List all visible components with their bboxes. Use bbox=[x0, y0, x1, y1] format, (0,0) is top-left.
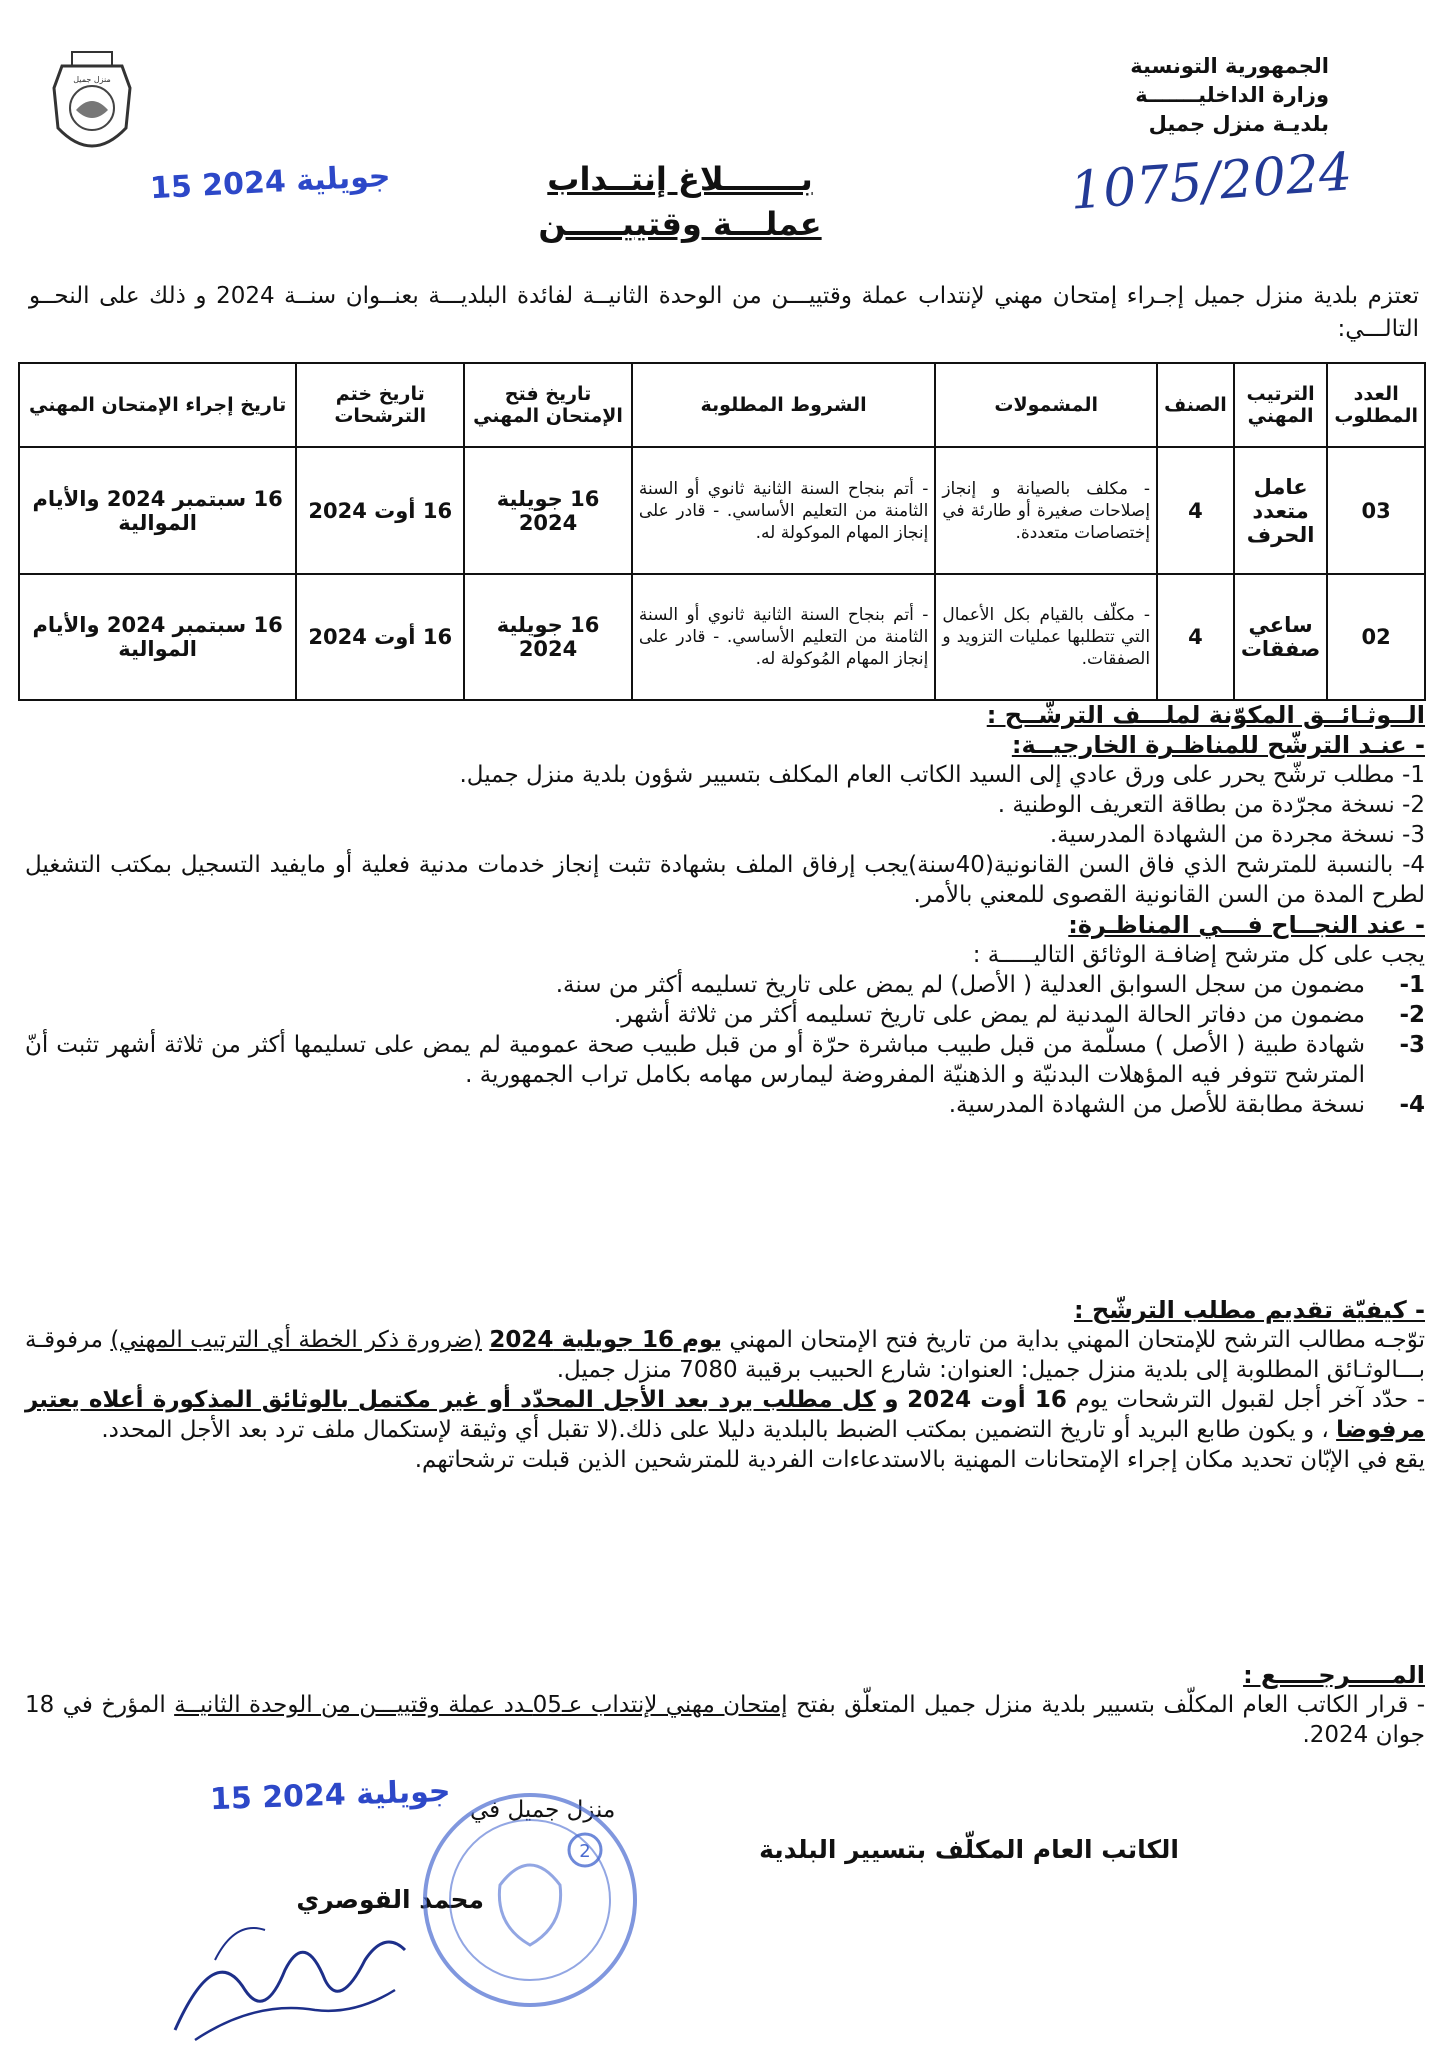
deadline-date: 16 أوت 2024 bbox=[907, 1387, 1067, 1413]
cell-close-date: 16 أوت 2024 bbox=[296, 447, 464, 574]
submission-text: مرفوقـة بـــالوثـائق المطلوبة إلى بلدية منزل جميل: العنوان: شارع الحبيب برقيبة 7080 منزل جميل. bbox=[25, 1327, 1425, 1383]
submission-paragraph bbox=[25, 1325, 1425, 1385]
cell-rank: عامل متعدد الحرف bbox=[1234, 447, 1328, 574]
success-title: - عند النجــاح فـــي المناظـرة: bbox=[1068, 911, 1425, 939]
deadline-text: - حدّد آخر أجل لقبول الترشحات يوم bbox=[1075, 1387, 1426, 1413]
table-header-row bbox=[19, 363, 1425, 447]
cell-duties: - مكلف بالصيانة و إنجاز إصلاحات صغيرة أو طارئة في إختصاصات متعددة. bbox=[935, 447, 1157, 574]
cell-close-date: 16 أوت 2024 bbox=[296, 574, 464, 700]
cell-category: 4 bbox=[1157, 574, 1234, 700]
documents-title: الــوثـائــق المكوّنة لملـــف الترشّــح : bbox=[986, 701, 1425, 729]
col-header: تاريخ ختم الترشحات bbox=[296, 363, 464, 447]
success-intro: يجب على كل مترشح إضافـة الوثائق التاليـــــة : bbox=[972, 942, 1425, 968]
col-header: تاريخ إجراء الإمتحان المهني bbox=[19, 363, 296, 447]
reference-text: المؤرخ في 18 جوان 2024. bbox=[25, 1692, 1425, 1748]
deadline-paragraph bbox=[25, 1385, 1425, 1445]
item-text: شهادة طبية ( الأصل ) مسلّمة من قبل طبيب مباشرة حرّة أو من قبل طبيب صحة عمومية لم يمض على تسليمها أكثر من ثلاثة أشهر تثبت أنّ المترشح تتوفر فيه المؤهلات البدنيّة و الذهنيّة المفروضة ليمارس مهامه بكامل تراب الجمهورية . bbox=[25, 1032, 1365, 1088]
external-competition-title: - عنـد الترشّح للمناظـرة الخارجيــة: bbox=[1011, 731, 1425, 759]
venue-paragraph: يقع في الإبّان تحديد مكان إجراء الإمتحانات المهنية بالاستدعاءات الفردية للمترشحين الذين قبلت ترشحاتهم. bbox=[414, 1447, 1425, 1473]
cell-count: 02 bbox=[1327, 574, 1425, 700]
signatory-title: الكاتب العام المكلّف بتسيير البلدية bbox=[759, 1835, 1179, 1864]
success-list bbox=[25, 970, 1425, 1120]
item-number: 1- bbox=[1399, 972, 1425, 998]
open-date-highlight: يوم 16 جويلية 2024 bbox=[489, 1327, 722, 1353]
header-municipality: بلديـة منزل جميل bbox=[1148, 112, 1329, 136]
header-country: الجمهورية التونسية bbox=[1130, 54, 1329, 78]
announcement-title: بـــــــلاغ إنتــداب bbox=[547, 160, 813, 198]
cell-open-date: 16 جويلية 2024 bbox=[464, 447, 632, 574]
list-item bbox=[25, 1090, 1425, 1120]
signature-place: منزل جميل في bbox=[470, 1797, 616, 1823]
header-ministry: وزارة الداخليـــــــة bbox=[1135, 83, 1329, 107]
list-item bbox=[25, 970, 1425, 1000]
reference-section bbox=[25, 1660, 1425, 1750]
documents-section bbox=[25, 700, 1425, 1120]
cell-duties: - مكلّف بالقيام بكل الأعمال التي تتطلبها عمليات التزويد و الصفقات. bbox=[935, 574, 1157, 700]
date-stamp-top: 15 جويلية 2024 bbox=[149, 158, 392, 207]
cell-conditions: - أتم بنجاح السنة الثانية ثانوي أو السنة الثامنة من التعليم الأساسي. - قادر على إنجاز المهام المُوكولة له. bbox=[632, 574, 936, 700]
svg-text:2: 2 bbox=[579, 1841, 591, 1862]
external-item: 4- بالنسبة للمترشح الذي فاق السن القانونية(40سنة)يجب إرفاق الملف بشهادة تثبت إنجاز خدمات مدنية فعلية أو مايفيد التسجيل بمكتب التشغيل لطرح المدة من السن القانونية القصوى للمعني بالأمر. bbox=[25, 852, 1426, 908]
col-header: تاريخ فتح الإمتحان المهني bbox=[464, 363, 632, 447]
reference-decision: إمتحان مهني لإنتداب عـ05ـدد عملة وقتييـــن من الوحدة الثانيــة bbox=[174, 1692, 788, 1718]
submission-section bbox=[25, 1295, 1425, 1475]
cell-exam-date: 16 سبتمبر 2024 والأيام الموالية bbox=[19, 574, 296, 700]
list-item bbox=[25, 1030, 1425, 1090]
reference-paragraph bbox=[25, 1690, 1425, 1750]
announcement-subtitle: عملـــة وقتييـــــن bbox=[538, 205, 822, 243]
item-text: مضمون من دفاتر الحالة المدنية لم يمض على تاريخ تسليمه أكثر من ثلاثة أشهر. bbox=[613, 1002, 1365, 1028]
municipality-logo-icon bbox=[42, 48, 142, 164]
rejection-rule: كل مطلب يرد بعد الأجل المحدّد أو غير مكتمل بالوثائق المذكورة أعلاه يعتبر مرفوضا bbox=[25, 1387, 1425, 1443]
item-text: مضمون من سجل السوابق العدلية ( الأصل) لم يمض على تاريخ تسليمه أكثر من سنة. bbox=[555, 972, 1365, 998]
cell-count: 03 bbox=[1327, 447, 1425, 574]
col-header: المشمولات bbox=[935, 363, 1157, 447]
reference-text: - قرار الكاتب العام المكلّف بتسيير بلدية منزل جميل المتعلّق بفتح bbox=[795, 1692, 1426, 1718]
item-number: 3- bbox=[1399, 1032, 1425, 1058]
col-header: الترتيب المهني bbox=[1234, 363, 1328, 447]
reference-title: المـــــرجـــــع : bbox=[1243, 1661, 1425, 1689]
external-item: 1- مطلب ترشّح يحرر على ورق عادي إلى السيد الكاتب العام المكلف بتسيير شؤون بلدية منزل جميل. bbox=[459, 762, 1425, 788]
table-row bbox=[19, 447, 1425, 574]
submission-title: - كيفيّة تقديم مطلب الترشّح : bbox=[1074, 1296, 1425, 1324]
cell-exam-date: 16 سبتمبر 2024 والأيام الموالية bbox=[19, 447, 296, 574]
deadline-text: ، و يكون طابع البريد أو تاريخ التضمين بمكتب الضبط بالبلدية دليلا على ذلك.(لا تقبل أي وثيقة لإستكمال ملف ترد بعد الأجل المحدد. bbox=[101, 1417, 1329, 1443]
signatory-name: محمد القوصري bbox=[296, 1885, 484, 1914]
external-item: 3- نسخة مجردة من الشهادة المدرسية. bbox=[1049, 822, 1425, 848]
positions-table bbox=[18, 362, 1426, 701]
date-stamp-bottom: 15 جويلية 2024 bbox=[209, 1773, 452, 1818]
republic-header bbox=[999, 52, 1329, 139]
cell-category: 4 bbox=[1157, 447, 1234, 574]
item-number: 2- bbox=[1399, 1002, 1425, 1028]
col-header: العدد المطلوب bbox=[1327, 363, 1425, 447]
municipal-seal-icon bbox=[415, 1785, 645, 2015]
intro-paragraph: تعتزم بلدية منزل جميل إجـراء إمتحان مهني لإنتداب عملة وقتييـــن من الوحدة الثانيــة لفائدة البلديـــة بعنــوان سنــة 2024 و ذلك على النحــو التالـــي: bbox=[29, 283, 1419, 342]
rank-note: (ضرورة ذكر الخطة أي الترتيب المهني) bbox=[110, 1327, 482, 1353]
col-header: الشروط المطلوبة bbox=[632, 363, 936, 447]
handwritten-signature-icon bbox=[155, 1900, 415, 2050]
svg-text:منزل جميل: منزل جميل bbox=[73, 75, 111, 84]
reference-number: 1075/2024 bbox=[1068, 142, 1354, 222]
item-number: 4- bbox=[1399, 1092, 1425, 1118]
item-text: نسخة مطابقة للأصل من الشهادة المدرسية. bbox=[948, 1092, 1365, 1118]
submission-text: توّجـه مطالب الترشح للإمتحان المهني بداية من تاريخ فتح الإمتحان المهني bbox=[729, 1327, 1426, 1353]
col-header: الصنف bbox=[1157, 363, 1234, 447]
external-item: 2- نسخة مجرّدة من بطاقة التعريف الوطنية . bbox=[997, 792, 1425, 818]
cell-conditions: - أتم بنجاح السنة الثانية ثانوي أو السنة الثامنة من التعليم الأساسي. - قادر على إنجاز المهام الموكولة له. bbox=[632, 447, 936, 574]
deadline-and: و bbox=[884, 1387, 899, 1413]
list-item bbox=[25, 1000, 1425, 1030]
cell-open-date: 16 جويلية 2024 bbox=[464, 574, 632, 700]
cell-rank: ساعي صفقات bbox=[1234, 574, 1328, 700]
table-row bbox=[19, 574, 1425, 700]
